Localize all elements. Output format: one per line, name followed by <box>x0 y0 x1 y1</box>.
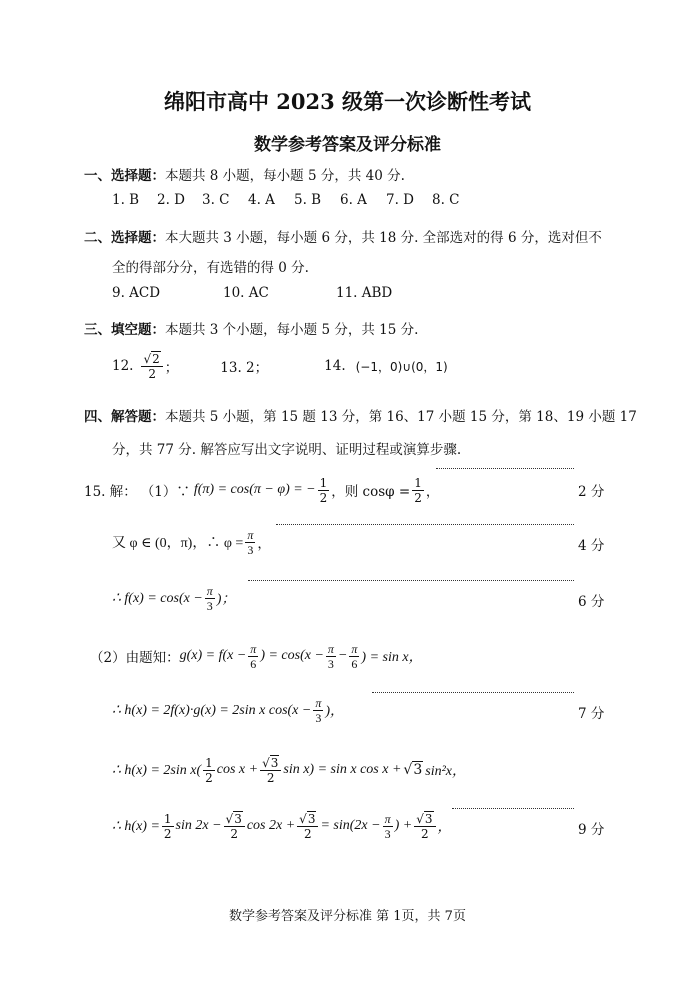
answer-item: 2. D <box>157 192 185 208</box>
dotted-leader <box>276 524 574 525</box>
sqrt-radicand: 3 <box>234 811 242 826</box>
fraction-denominator: 6 <box>250 656 257 671</box>
page-title: 绵阳市高中 2023 级第一次诊断性考试 <box>163 89 532 114</box>
math-expr: cos x + <box>216 762 259 777</box>
math-expr: sin x) = sin x cos x + <box>283 762 402 777</box>
section2-line2: 全的得部分分，有选错的得 0 分. <box>112 260 309 276</box>
section4-desc: 本题共 5 小题，第 15 题 13 分，第 16、17 小题 15 分，第 18、19 小题 17 <box>165 409 637 425</box>
answer-item: 6. A <box>340 192 367 208</box>
fraction-denominator: 3 <box>327 656 334 671</box>
solution-line-5 <box>112 690 344 730</box>
answer-14-label: 14. <box>324 358 346 374</box>
section3-answers <box>112 345 448 387</box>
score-mark: 2 分 <box>578 484 605 500</box>
text-fragment: ， <box>257 536 271 552</box>
fraction <box>412 476 424 505</box>
section2-answers <box>112 285 392 301</box>
fraction-numerator: 1 <box>319 475 328 490</box>
math-expr: − <box>337 648 348 663</box>
answer-item: 9. ACD <box>112 285 161 301</box>
fraction <box>260 756 281 785</box>
fraction-numerator: π <box>351 641 358 656</box>
text-fragment: ，则 cosφ = <box>331 484 411 500</box>
text-fragment: )； <box>216 592 236 607</box>
fraction-denominator: 6 <box>351 656 358 671</box>
math-expr: sin²x， <box>425 764 467 779</box>
fraction-numerator: √3 <box>224 812 245 827</box>
solution-line-4 <box>90 636 423 676</box>
fraction-numerator: π <box>250 641 257 656</box>
part1-label: （1）∵ <box>140 484 190 500</box>
score-mark: 4 分 <box>578 538 605 554</box>
fraction-numerator: π <box>247 527 254 542</box>
score-mark: 7 分 <box>578 706 605 722</box>
section3-line <box>84 318 418 338</box>
fraction-denominator: 3 <box>384 826 391 841</box>
fraction-denominator: 3 <box>206 598 213 613</box>
answer-14-value: (−1，0)∪(0，1) <box>355 359 448 374</box>
math-expr: sin 2x − <box>175 818 222 833</box>
section2-heading: 二、选择题： <box>84 230 165 246</box>
fraction-denominator: 3 <box>315 710 322 725</box>
sqrt-radicand: 3 <box>424 811 433 826</box>
section2-line1 <box>84 226 602 246</box>
answer-12-fraction <box>141 352 162 381</box>
fraction-denominator: 2 <box>230 826 239 841</box>
dotted-leader <box>436 468 574 469</box>
fraction <box>414 812 435 841</box>
math-expr: f(π) = cos(π − φ) = − <box>193 482 316 497</box>
sqrt-radicand: 3 <box>270 755 279 770</box>
fraction-denominator: 3 <box>247 542 254 557</box>
solution-line-2 <box>112 522 271 562</box>
fraction <box>203 756 215 785</box>
sqrt-radicand: 2 <box>152 351 160 366</box>
math-expr: ) + <box>394 818 413 833</box>
answer-item: 4. A <box>248 192 275 208</box>
solution-line-6 <box>112 748 466 792</box>
math-expr: g(x) = f(x − <box>179 648 247 663</box>
answer-12-sep: ； <box>164 360 179 376</box>
fraction-numerator: π <box>315 695 322 710</box>
math-expr: cos 2x + <box>246 818 296 833</box>
answer-item: 7. D <box>386 192 414 208</box>
sqrt-radicand: 3 <box>413 762 423 778</box>
solution-line-1 <box>84 470 439 510</box>
dotted-leader <box>372 692 574 693</box>
fraction-denominator: 2 <box>163 826 172 841</box>
answer-item: 8. C <box>432 192 460 208</box>
fraction-denominator: 2 <box>319 490 328 505</box>
fraction-numerator: 1 <box>414 475 422 490</box>
section1-answers <box>112 192 460 208</box>
fraction-numerator: 1 <box>163 811 172 826</box>
answer-item: 1. B <box>112 192 140 208</box>
math-expr: 又 φ ∈ (0，π)，∴ φ = <box>112 536 244 551</box>
problem-label: 15. 解： <box>84 484 137 500</box>
section1-desc: 本题共 8 小题，每小题 5 分，共 40 分. <box>165 168 405 184</box>
math-expr: ∴ f(x) = cos(x − <box>112 590 203 606</box>
dotted-leader <box>452 808 574 809</box>
part2-label: （2）由题知： <box>90 650 180 666</box>
section1-line <box>84 164 405 184</box>
fraction-numerator: π <box>206 583 213 598</box>
section3-desc: 本题共 3 个小题，每小题 5 分，共 15 分. <box>165 322 419 338</box>
math-expr: ∴ h(x) = <box>112 818 160 834</box>
fraction <box>162 812 174 841</box>
fraction-numerator: π <box>384 811 391 826</box>
fraction-numerator: √3 <box>260 756 281 771</box>
fraction-numerator: π <box>327 641 334 656</box>
fraction-numerator: √3 <box>414 812 435 827</box>
section4-line2: 分，共 77 分. 解答应写出文字说明、证明过程或演算步骤. <box>112 442 462 458</box>
answer-item: 10. AC <box>223 285 269 301</box>
score-mark: 6 分 <box>578 594 605 610</box>
math-expr: = sin(2x − <box>320 818 381 833</box>
math-expr: ) = sin x， <box>361 650 423 665</box>
fraction <box>248 642 258 671</box>
fraction <box>349 642 359 671</box>
fraction-denominator: 2 <box>148 366 156 381</box>
solution-line-3 <box>112 578 235 618</box>
solution-line-7 <box>112 804 452 848</box>
fraction <box>313 696 323 725</box>
math-expr: ， <box>437 820 452 835</box>
math-expr: ) = cos(x − <box>260 648 324 663</box>
fraction-denominator: 2 <box>414 490 422 505</box>
section2-desc: 本大题共 3 小题，每小题 6 分，共 18 分. 全部选对的得 6 分，选对但不 <box>165 230 602 246</box>
fraction <box>224 812 245 841</box>
fraction-numerator: 1 <box>205 755 213 770</box>
answer-12-label: 12. <box>112 358 134 374</box>
fraction-denominator: 2 <box>266 770 275 785</box>
fraction <box>245 528 255 557</box>
section4-heading: 四、解答题： <box>84 409 165 425</box>
section3-heading: 三、填空题： <box>84 322 165 338</box>
answer-item: 5. B <box>294 192 322 208</box>
section4-line1 <box>84 405 637 425</box>
answer-item: 11. ABD <box>336 285 393 301</box>
fraction-denominator: 2 <box>421 826 429 841</box>
fraction <box>318 476 330 505</box>
math-expr: ∴ h(x) = 2sin x( <box>112 762 202 778</box>
math-expr: )， <box>325 704 345 719</box>
fraction <box>383 812 393 841</box>
page-subtitle: 数学参考答案及评分标准 <box>254 135 441 155</box>
fraction-denominator: 2 <box>205 770 213 785</box>
text-fragment: ， <box>425 484 440 500</box>
fraction-numerator: √3 <box>297 812 318 827</box>
fraction-denominator: 2 <box>304 826 312 841</box>
sqrt-expr: √3 <box>403 762 423 778</box>
math-expr: ∴ h(x) = 2f(x)·g(x) = 2sin x cos(x − <box>112 702 312 718</box>
fraction <box>297 812 318 841</box>
fraction-numerator: √2 <box>141 352 162 367</box>
fraction <box>205 584 215 613</box>
score-mark: 9 分 <box>578 822 605 838</box>
dotted-leader <box>248 580 574 581</box>
answer-item: 3. C <box>202 192 230 208</box>
section1-heading: 一、选择题： <box>84 168 165 184</box>
page-footer: 数学参考答案及评分标准 第 1页，共 7页 <box>229 909 466 924</box>
answer-13: 13. 2； <box>220 360 269 376</box>
sqrt-radicand: 3 <box>307 811 316 826</box>
fraction <box>326 642 336 671</box>
